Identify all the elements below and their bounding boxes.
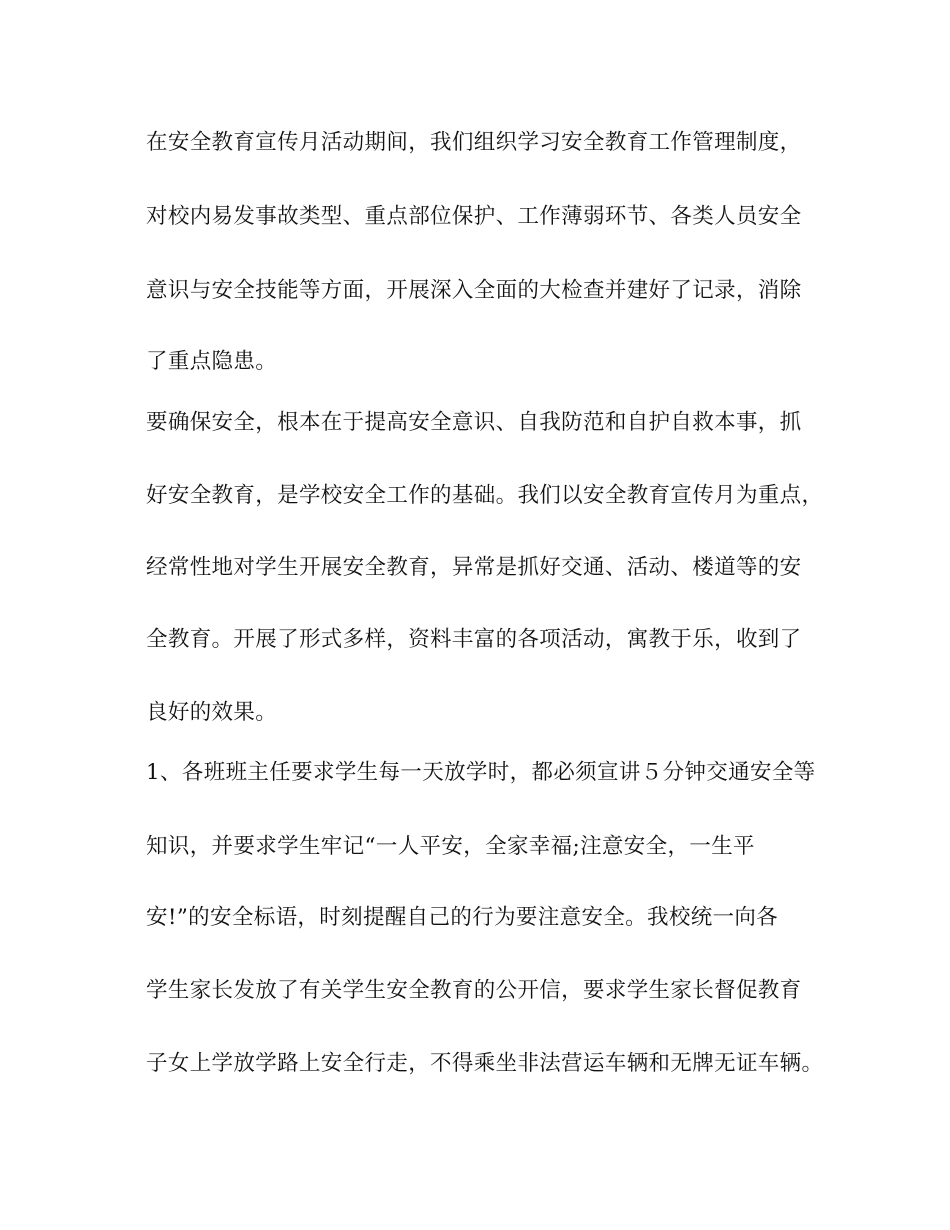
text-line-2: 对校内易发事故类型、重点部位保护、工作薄弱环节、各类人员安全: [146, 204, 802, 229]
text-line-11: 知识，并要求学生牢记“一人平安，全家幸福;注意安全，一生平: [146, 834, 755, 859]
text-line-14: 子女上学放学路上安全行走，不得乘坐非法营运车辆和无牌无证车辆。: [146, 1051, 824, 1076]
text-line-4: 了重点隐患。: [146, 349, 278, 374]
text-line-13: 学生家长发放了有关学生安全教育的公开信，要求学生家长督促教育: [146, 978, 802, 1003]
text-line-10: 1、各班班主任要求学生每一天放学时，都必须宣讲５分钟交通安全等: [146, 760, 816, 785]
text-line-6: 好安全教育，是学校安全工作的基础。我们以安全教育宣传月为重点，: [146, 483, 824, 508]
text-line-5: 要确保安全，根本在于提高安全意识、自我防范和自护自救本事，抓: [146, 410, 802, 435]
text-line-7: 经常性地对学生开展安全教育，异常是抓好交通、活动、楼道等的安: [146, 555, 802, 580]
text-line-3: 意识与安全技能等方面，开展深入全面的大检查并建好了记录，消除: [146, 278, 802, 303]
text-line-9: 良好的效果。: [146, 700, 278, 725]
text-line-8: 全教育。开展了形式多样，资料丰富的各项活动，寓教于乐，收到了: [146, 627, 802, 652]
text-line-1: 在安全教育宣传月活动期间，我们组织学习安全教育工作管理制度，: [146, 130, 802, 155]
text-line-12: 安!”的安全标语，时刻提醒自己的行为要注意安全。我校统一向各: [146, 905, 779, 930]
